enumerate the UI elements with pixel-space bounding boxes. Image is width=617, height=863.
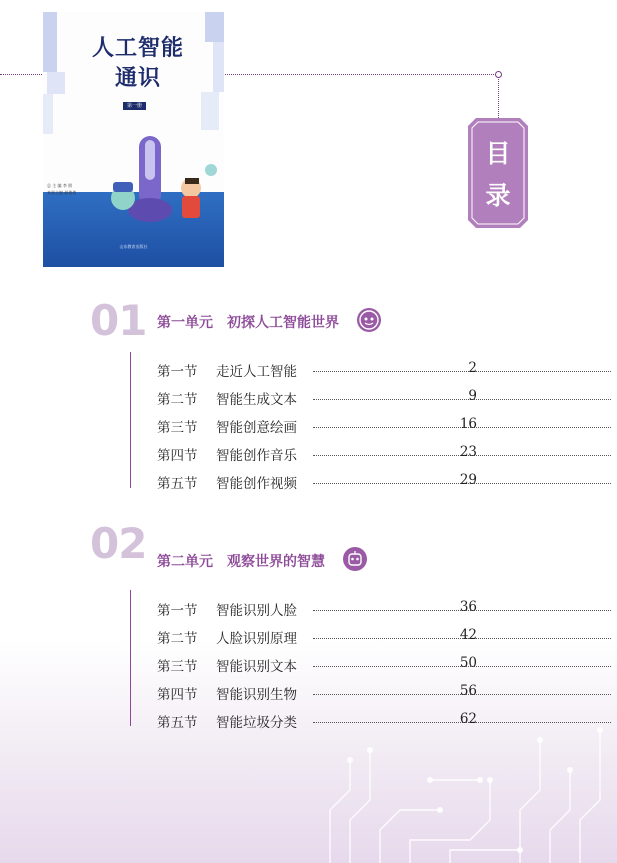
toc-section-name: 智能创作音乐 bbox=[216, 448, 297, 464]
book-cover bbox=[43, 12, 224, 267]
toc-page-number: 36 bbox=[459, 599, 477, 615]
contents-tag-char2: 录 bbox=[485, 181, 511, 210]
toc-entry[interactable] bbox=[157, 444, 477, 466]
toc-entry[interactable] bbox=[157, 472, 477, 494]
toc-entry[interactable] bbox=[157, 360, 477, 382]
cover-publisher: 山东教育出版社 bbox=[119, 244, 148, 249]
toc-section-label: 第三节 bbox=[157, 420, 198, 436]
toc-section-name: 智能创意绘画 bbox=[216, 420, 297, 436]
toc-entry[interactable] bbox=[157, 416, 477, 438]
toc-section-label: 第一节 bbox=[157, 364, 198, 380]
unit-vertical-bar bbox=[130, 590, 131, 726]
unit-vertical-bar bbox=[130, 352, 131, 488]
connector-dot bbox=[495, 71, 502, 78]
toc-section-label: 第五节 bbox=[157, 476, 198, 492]
toc-page-number: 50 bbox=[459, 655, 477, 671]
toc-page-number: 16 bbox=[459, 416, 477, 432]
robot-face-icon bbox=[357, 308, 381, 332]
toc-section-name: 人脸识别原理 bbox=[216, 631, 297, 647]
toc-section-name: 智能识别生物 bbox=[216, 687, 297, 703]
toc-page-number: 9 bbox=[468, 388, 477, 404]
cover-volume-badge: 第一册 bbox=[123, 102, 146, 110]
toc-entry[interactable] bbox=[157, 655, 477, 677]
toc-page-number: 2 bbox=[468, 360, 477, 376]
toc-page-number: 42 bbox=[459, 627, 477, 643]
toc-entry[interactable] bbox=[157, 683, 477, 705]
toc-section-label: 第三节 bbox=[157, 659, 198, 675]
toc-section-name: 智能识别人脸 bbox=[216, 603, 297, 619]
unit-number: 01 bbox=[90, 296, 147, 345]
toc-entry[interactable] bbox=[157, 599, 477, 621]
cover-illustration bbox=[103, 130, 223, 230]
toc-page-number: 62 bbox=[459, 711, 477, 727]
toc-entry[interactable] bbox=[157, 388, 477, 410]
toc-section-name: 智能识别文本 bbox=[216, 659, 297, 675]
toc-leader bbox=[313, 399, 611, 400]
contents-tag-char1: 目 bbox=[485, 139, 511, 168]
toc-section-label: 第二节 bbox=[157, 631, 198, 647]
unit-number: 02 bbox=[90, 519, 147, 568]
toc-section-label: 第四节 bbox=[157, 448, 198, 464]
cover-credits: 总 主 编 李 朋 本册主编 郝倩倩 bbox=[47, 183, 77, 195]
toc-leader bbox=[313, 371, 611, 372]
toc-section-label: 第一节 bbox=[157, 603, 198, 619]
toc-section-name: 智能垃圾分类 bbox=[216, 715, 297, 731]
circuit-pattern-decoration bbox=[320, 720, 617, 863]
toc-section-name: 走近人工智能 bbox=[216, 364, 297, 380]
unit-title: 第一单元 初探人工智能世界 bbox=[157, 315, 339, 331]
toc-page-number: 29 bbox=[459, 472, 477, 488]
toc-section-label: 第五节 bbox=[157, 715, 198, 731]
robot-head-icon bbox=[343, 547, 367, 571]
toc-page-number: 56 bbox=[459, 683, 477, 699]
toc-section-name: 智能生成文本 bbox=[216, 392, 297, 408]
unit-title: 第二单元 观察世界的智慧 bbox=[157, 554, 325, 570]
toc-section-label: 第四节 bbox=[157, 687, 198, 703]
toc-page-number: 23 bbox=[459, 444, 477, 460]
toc-section-name: 智能创作视频 bbox=[216, 476, 297, 492]
toc-section-label: 第二节 bbox=[157, 392, 198, 408]
tag-connector-line bbox=[498, 74, 499, 118]
contents-tag bbox=[468, 118, 528, 228]
toc-entry[interactable] bbox=[157, 627, 477, 649]
cover-title: 人工智能 通识 bbox=[91, 36, 184, 91]
